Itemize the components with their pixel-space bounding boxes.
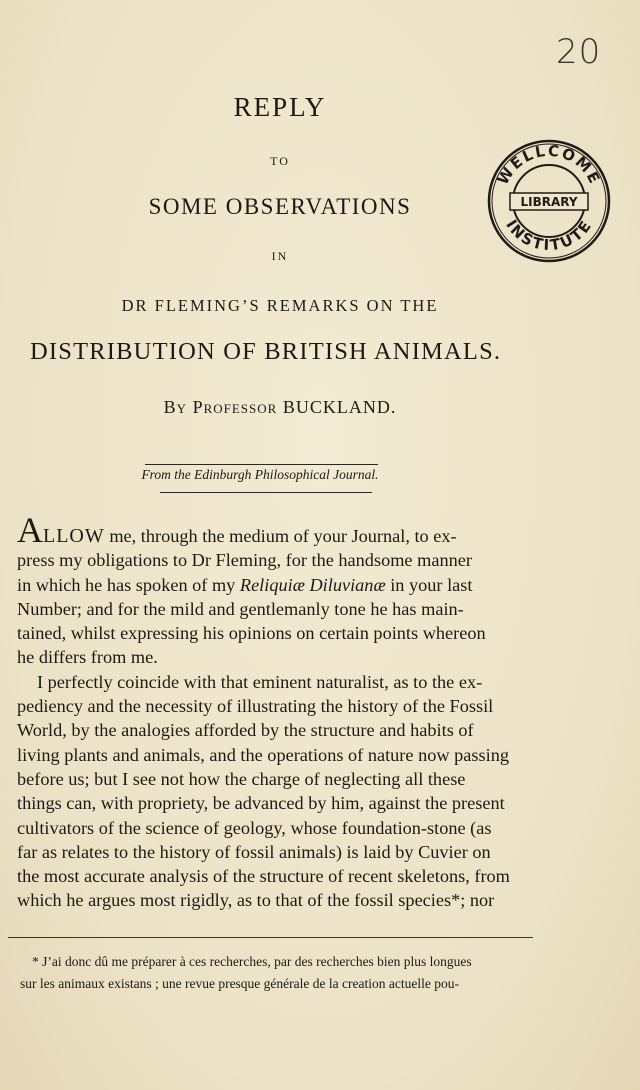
source-note: From the Edinburgh Philosophical Journal. xyxy=(141,467,379,482)
line: press my obligations to Dr Fleming, for the handsome manner xyxy=(17,550,472,571)
opening-word: LLOW xyxy=(43,525,105,547)
line: cultivators of the science of geology, whose foundation-stone (as xyxy=(17,817,492,838)
body-text xyxy=(17,510,537,913)
line: in which he has spoken of my xyxy=(17,574,240,595)
footnote-line: * J’ai donc dû me préparer à ces recherches, par des recherches bien plus longues xyxy=(32,954,472,969)
title-to: TO xyxy=(270,154,290,168)
line: living plants and animals, and the operations of nature now passing xyxy=(17,744,509,765)
stamp-bottom-text: INSTITUTE xyxy=(502,216,596,255)
line: things can, with propriety, be advanced by him, against the present xyxy=(17,793,505,814)
line: me, through the medium of your Journal, to ex- xyxy=(104,526,457,546)
title-reply: REPLY xyxy=(233,92,327,122)
line: far as relates to the history of fossil animals) is laid by Cuvier on xyxy=(17,841,491,862)
title-in: IN xyxy=(271,249,289,263)
shelfmark-number: 20 xyxy=(556,32,602,72)
footnote-line: sur les animaux existans ; une revue presque générale de la creation actuelle pou- xyxy=(20,976,459,991)
line: before us; but I see not how the charge of neglecting all these xyxy=(17,768,466,789)
line: Number; and for the mild and gentlemanly tone he has main- xyxy=(17,598,464,619)
line: the most accurate analysis of the structure of recent skeletons, from xyxy=(17,866,510,887)
stamp-top-text: WELLCOME xyxy=(493,141,605,188)
line: World, by the analogies afforded by the structure and habits of xyxy=(17,720,474,741)
source-rule-bottom xyxy=(160,492,372,493)
title-remarks: DR FLEMING’S REMARKS ON THE xyxy=(121,296,439,315)
line: he differs from me. xyxy=(17,647,158,668)
source-rule-top xyxy=(145,464,378,465)
stamp-middle-text: LIBRARY xyxy=(520,195,578,209)
drop-cap: A xyxy=(17,510,43,550)
paragraph-2 xyxy=(17,670,537,913)
title-distribution: DISTRIBUTION OF BRITISH ANIMALS. xyxy=(30,338,502,365)
paragraph-1 xyxy=(17,510,537,670)
footnote-rule xyxy=(8,937,533,938)
author-professor: Professor xyxy=(192,397,278,417)
author-by: By xyxy=(163,397,188,417)
line: in your last xyxy=(385,574,473,595)
book-title: Reliquiæ Diluvianæ xyxy=(239,574,386,595)
line: I perfectly coincide with that eminent naturalist, as to the ex- xyxy=(37,671,483,692)
author-line xyxy=(0,397,560,418)
line: pediency and the necessity of illustrating the history of the Fossil xyxy=(17,696,494,717)
author-name: BUCKLAND. xyxy=(282,397,397,417)
footnote xyxy=(20,951,540,995)
line: which he argues most rigidly, as to that of the fossil species*; nor xyxy=(17,890,495,911)
title-observations: SOME OBSERVATIONS xyxy=(148,194,412,219)
line: tained, whilst expressing his opinions on certain points whereon xyxy=(17,623,486,644)
